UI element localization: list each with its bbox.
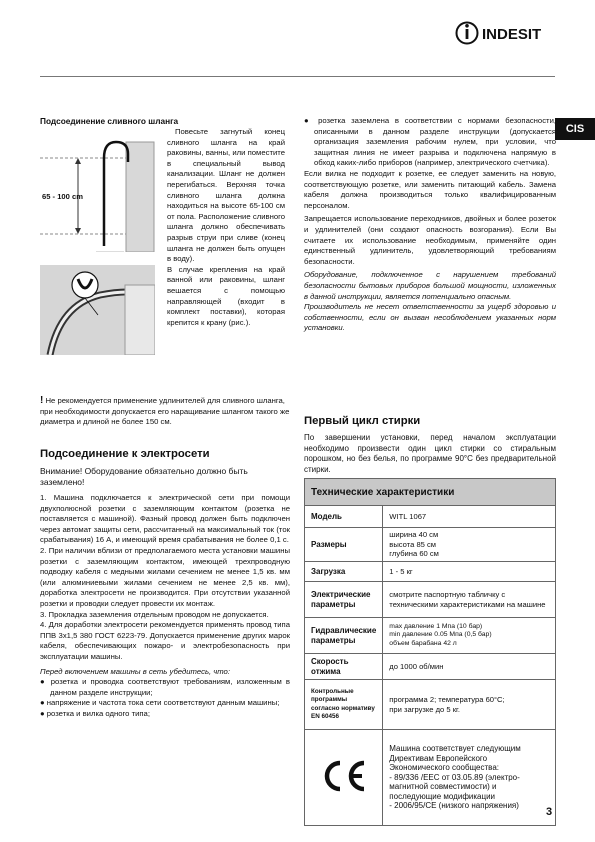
drain-heading: Подсоединение сливного шланга: [40, 116, 179, 126]
check-item: ● розетка и проводка соответствуют требованиям, изложенным в данном разделе инструкции;: [40, 677, 290, 697]
electric-paragraph: Если вилка не подходит к розетке, ее следует заменить на новую, соответствующую розетке, или заменить питающий кабель. Замена кабеля должна производиться только квалифицированным персоналом.: [304, 168, 556, 210]
table-row: [305, 730, 556, 826]
spec-key: Контрольные программы согласно нормативу EN 60456: [305, 680, 383, 730]
table-row: [305, 562, 556, 582]
drain-height-label: 65 - 100 cm: [42, 192, 83, 201]
warning-mark: !: [40, 395, 44, 406]
drain-warning: [40, 396, 292, 428]
spec-value: WITL 1067: [383, 506, 556, 528]
first-wash-text: По завершении установки, перед началом эксплуатации необходимо произвести один цикл стирки со стиральным порошком, но без белья, по программе 90°С без предварительной стирки.: [304, 433, 556, 474]
first-wash-heading: Первый цикл стирки: [304, 415, 421, 427]
language-tab: CIS: [555, 118, 595, 140]
specs-table: [304, 478, 556, 826]
warning-text: Не рекомендуется применение удлинителей для сливного шланга, при необходимости допускается его наращивание шлангом такого же диаметра и длиной не более 150 см.: [40, 396, 290, 427]
table-row: [305, 582, 556, 618]
electric-continued: [304, 116, 556, 334]
spec-value: до 1000 об/мин: [383, 654, 556, 680]
spec-key: Модель: [305, 506, 383, 528]
check-item: ● напряжение и частота тока сети соответствуют данным машины;: [40, 698, 280, 708]
table-row: [305, 680, 556, 730]
spec-key: Гидравлические параметры: [305, 618, 383, 654]
ce-mark-icon: [320, 759, 368, 793]
table-row: [305, 618, 556, 654]
check-item: ● розетка заземлена в соответствии с нормами безопасности, описанными в данном разделе инструкции (допускается организация заземления рабочим нулем, при условии, что защитная линия не имеет разрыва и подключена напрямую в обход каких-либо приборов (например, электрического счетчика).: [304, 116, 556, 168]
specs-title: Технические характеристики: [305, 479, 556, 506]
check-intro: Перед включением машины в сеть убедитесь, что:: [40, 666, 230, 676]
drain-instructions: [167, 127, 285, 328]
brand-logo: [455, 20, 560, 46]
electric-paragraph: Запрещается использование переходников, двойных и более розеток и удлинителей (они создают опасность возгорания). Если Вы считаете их использование необходимым, применяйте один единственный удлинитель, удовлетворяющий требованиям безопасности.: [304, 214, 556, 266]
spec-key: Электрические параметры: [305, 582, 383, 618]
table-row: [305, 506, 556, 528]
spec-value: программа 2; температура 60°С; при загрузке до 5 кг.: [383, 680, 556, 730]
electric-requirements: [40, 493, 290, 719]
table-row: [305, 654, 556, 680]
spec-key: Размеры: [305, 528, 383, 562]
page-number: 3: [546, 806, 553, 818]
liability-note: Оборудование, подключенное с нарушением требований безопасности бытовых приборов большой мощности, изложенных в данной инструкции, является потенциально опасным.: [304, 270, 556, 301]
spec-value: смотрите паспортную табличку с техническими характеристиками на машине: [383, 582, 556, 618]
check-item: ● розетка и вилка одного типа;: [40, 708, 150, 718]
spec-key: Скорость отжима: [305, 654, 383, 680]
electric-heading: Подсоединение к электросети: [40, 448, 210, 460]
spec-value: Машина соответствует следующим Директивам Европейского Экономического сообщества: - 89/336 /ЕЕС от 03.05.89 (электро-магнитной совместимости) и последующие модификации - 2006/95/CE (низкого напряжения): [383, 730, 556, 826]
electric-item: 4. Для доработки электросети рекомендуется применять провод типа ППВ 3х1,5 380 ГОСТ 6223-79. Допускается применение других марок кабеля, обеспечивающих пожаро- и электробезопасность при эксплуатации машины.: [40, 620, 290, 661]
drain-paragraph: Повесьте загнутый конец сливного шланга на край раковины, ванны, или поместите в специальный вывод канализации. Шланг не должен перегибаться. Верхняя точка сливного шланга должна находиться на высоте 65-100 см от пола. Расположение сливного шланга должно обеспечивать разрыв струи при сливе (конец шланга не должен быть опущен в воду).: [167, 127, 285, 264]
spec-value: 1 - 5 кг: [383, 562, 556, 582]
header-rule: [40, 76, 555, 77]
spec-value: max давление 1 Мпа (10 бар) min давление 0.05 Мпа (0,5 бар) объем барабана 42 л: [383, 618, 556, 654]
liability-note: Производитель не несет ответственности за ущерб здоровью и собственности, если он вызван несоблюдением указанных норм установки.: [304, 302, 556, 333]
table-row: [305, 528, 556, 562]
electric-item: 1. Машина подключается к электрической сети при помощи двухполюсной розетки с заземляющим контактом (розетка не поставляется с машиной). Фазный провод должен быть подключен через автомат защиты сети, рассчитанный на максимальный ток (ток срабатывания) 16 А, и имеющий время срабатывания не более 0,1 с.: [40, 493, 290, 545]
drain-paragraph: В случае крепления на край ванной или раковины, шланг вешается с помощью направляющей (входит в комплект поставки), которая крепится к крану (рис.).: [167, 264, 285, 327]
hose-guide-diagram: [40, 265, 155, 355]
ce-mark-cell: [305, 730, 383, 826]
spec-value: ширина 40 см высота 85 см глубина 60 см: [383, 528, 556, 562]
spec-key: Загрузка: [305, 562, 383, 582]
electric-item: 3. Прокладка заземления отдельным проводом не допускается.: [40, 609, 269, 619]
brand-name: INDESIT: [482, 26, 542, 43]
ground-attention: Внимание! Оборудование обязательно должно быть заземлено!: [40, 466, 248, 487]
drain-height-diagram: [40, 128, 155, 252]
electric-item: 2. При наличии вблизи от предполагаемого места установки машины розетки с заземляющим контактом, имеющей трехпроводную подводку кабеля с медными жилами сечением не менее 1,5 кв. мм (или алюминиевыми жилами сечением не менее 2,5 кв. мм), доработка электросети не производится. При отсутствии указанной розетки и проводки следует провести их монтаж.: [40, 545, 290, 608]
